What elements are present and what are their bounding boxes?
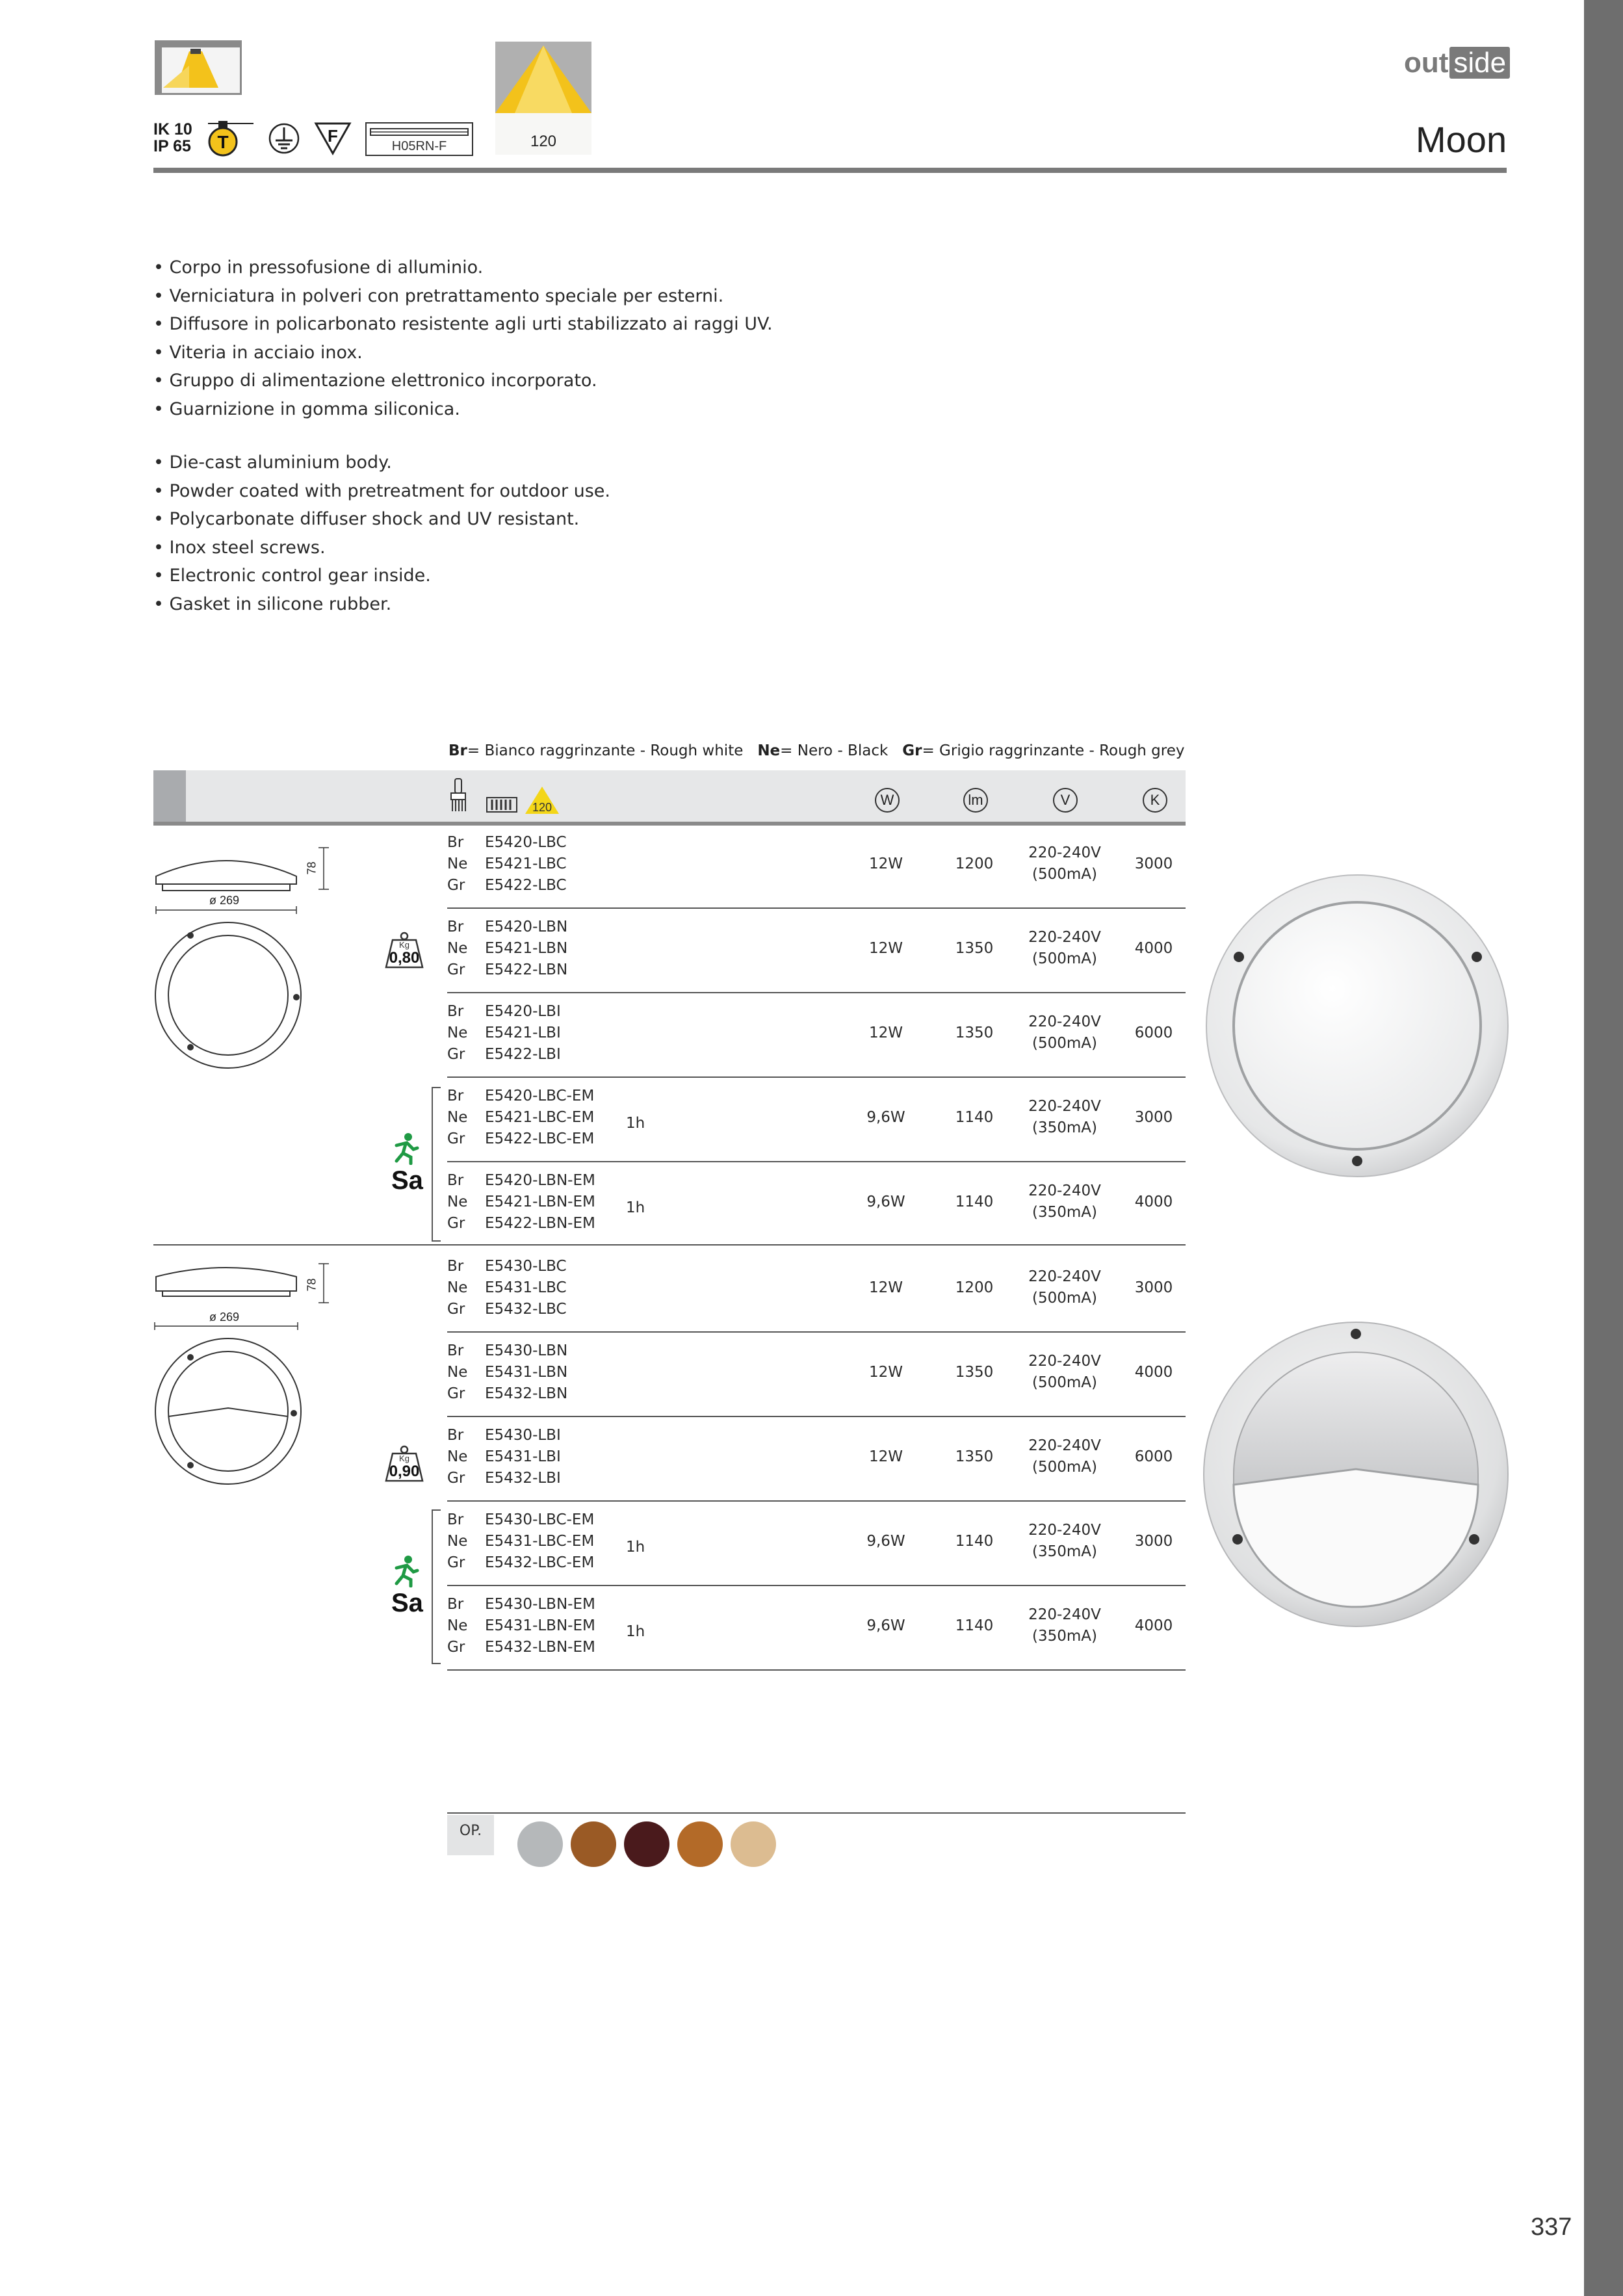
kelvin-value: 6000 (1134, 1024, 1173, 1041)
color-swatch-grey (517, 1821, 563, 1867)
page-title: Moon (1416, 119, 1507, 160)
ik-rating: IK 10 (153, 120, 192, 138)
desc-en-line: • Gasket in silicone rubber. (153, 594, 392, 614)
watt-value: 12W (868, 1448, 903, 1465)
finish-code: Ne (447, 855, 468, 872)
row-divider (447, 1161, 1186, 1162)
product-code: E5431-LBC-EM (485, 1533, 595, 1550)
brand-logo-side: side (1449, 47, 1510, 79)
kelvin-icon: K (1143, 788, 1167, 813)
color-swatch-copper (677, 1821, 723, 1867)
finish-code: Ne (447, 1279, 468, 1296)
voltage-value: 220-240V (1028, 1013, 1101, 1030)
kelvin-value: 4000 (1134, 940, 1173, 957)
product-code: E5420-LBC (485, 834, 567, 851)
spot-light-icon (155, 40, 242, 95)
finish-code: Br (447, 834, 464, 851)
table-header-bar (153, 770, 1186, 824)
current-value: (350mA) (1032, 1628, 1097, 1645)
weight-value: 0,80 (389, 949, 420, 967)
kelvin-value: 3000 (1134, 1279, 1173, 1296)
finish-code: Ne (447, 1024, 468, 1041)
diameter-dimension: ø 269 (209, 1311, 240, 1324)
legend-code: Br (448, 742, 467, 759)
watt-value: 12W (868, 940, 903, 957)
lumen-value: 1140 (955, 1617, 994, 1634)
product-code: E5432-LBI (485, 1470, 561, 1487)
current-value: (500mA) (1032, 1035, 1097, 1052)
finish-code: Gr (447, 1385, 465, 1402)
paint-brush-icon (447, 777, 469, 814)
front-view-drawing (153, 920, 303, 1070)
product-code: E5421-LBI (485, 1024, 561, 1041)
finish-code: Ne (447, 1533, 468, 1550)
table-row (447, 1340, 1186, 1425)
current-value: (500mA) (1032, 1459, 1097, 1476)
finish-code: Ne (447, 1109, 468, 1126)
side-bar (1584, 0, 1623, 2296)
watt-value: 9,6W (866, 1617, 905, 1634)
page-number: 337 (1531, 2213, 1572, 2241)
voltage-value: 220-240V (1028, 1437, 1101, 1454)
ip-rating: IP 65 (153, 137, 191, 155)
emergency-exit-icon (393, 1555, 420, 1587)
legend-text: = Grigio raggrinzante - Rough grey (922, 742, 1185, 759)
desc-en-line: • Die-cast aluminium body. (153, 452, 392, 473)
lumen-value: 1350 (955, 1024, 994, 1041)
lumen-value: 1350 (955, 1364, 994, 1381)
product-code: E5421-LBC-EM (485, 1109, 595, 1126)
emergency-bracket (432, 1087, 441, 1242)
finish-code: Br (447, 919, 464, 935)
legend-text: = Bianco raggrinzante - Rough white (467, 742, 744, 759)
desc-it-line: • Guarnizione in gomma siliconica. (153, 398, 460, 419)
finish-code: Br (447, 1427, 464, 1444)
voltage-value: 220-240V (1028, 1353, 1101, 1370)
product-code: E5430-LBI (485, 1427, 561, 1444)
current-value: (350mA) (1032, 1543, 1097, 1560)
desc-it-line: • Gruppo di alimentazione elettronico incorporato. (153, 371, 597, 391)
finish-code: Br (447, 1003, 464, 1020)
brand-logo (1404, 47, 1510, 79)
watt-value: 12W (868, 1024, 903, 1041)
voltage-value: 220-240V (1028, 929, 1101, 946)
table-row (447, 1001, 1186, 1086)
weight-unit: Kg (399, 940, 409, 950)
table-row (447, 1509, 1186, 1594)
front-view-drawing (153, 1337, 303, 1486)
lumen-value: 1350 (955, 1448, 994, 1465)
color-swatch-wood-brown (571, 1821, 616, 1867)
table-header-accent (153, 770, 186, 824)
emergency-exit-icon (393, 1132, 420, 1165)
finish-code: Br (447, 1511, 464, 1528)
table-row (447, 1594, 1186, 1678)
product-code: E5421-LBN (485, 940, 568, 957)
kelvin-value: 4000 (1134, 1617, 1173, 1634)
options-label: OP. (447, 1815, 494, 1855)
legend-code: Gr (902, 742, 922, 759)
lumen-icon: lm (963, 788, 988, 813)
finish-code: Gr (447, 1301, 465, 1318)
product-photo-moon-visor (1200, 1318, 1512, 1630)
kelvin-value: 4000 (1134, 1194, 1173, 1210)
beam-angle-icon (495, 42, 591, 155)
color-swatch-dark-red (624, 1821, 669, 1867)
finish-legend (448, 742, 1185, 759)
diameter-dimension: ø 269 (209, 894, 240, 907)
watt-value: 12W (868, 1279, 903, 1296)
finish-code: Ne (447, 1364, 468, 1381)
finish-code: Br (447, 1596, 464, 1613)
kelvin-value: 4000 (1134, 1364, 1173, 1381)
weight-unit: Kg (399, 1454, 409, 1463)
voltage-value: 220-240V (1028, 1606, 1101, 1623)
emergency-duration: 1h (626, 1199, 645, 1216)
voltage-value: 220-240V (1028, 844, 1101, 861)
brand-logo-out: out (1404, 47, 1449, 79)
table-row (447, 832, 1186, 917)
volt-icon: V (1053, 788, 1078, 813)
product-code: E5431-LBN-EM (485, 1617, 595, 1634)
finish-code: Gr (447, 1639, 465, 1656)
finish-code: Gr (447, 961, 465, 978)
desc-it-line: • Diffusore in policarbonato resistente agli urti stabilizzato ai raggi UV. (153, 314, 773, 334)
desc-en-line: • Electronic control gear inside. (153, 566, 431, 586)
voltage-value: 220-240V (1028, 1182, 1101, 1199)
led-driver-icon (486, 797, 517, 813)
section-divider (153, 1244, 1186, 1246)
product-code: E5430-LBN-EM (485, 1596, 595, 1613)
finish-code: Ne (447, 1448, 468, 1465)
current-value: (500mA) (1032, 866, 1097, 883)
row-divider (447, 1669, 1186, 1671)
row-divider (447, 1331, 1186, 1333)
current-value: (500mA) (1032, 1290, 1097, 1307)
lumen-value: 1200 (955, 1279, 994, 1296)
svg-text:F: F (328, 126, 338, 146)
finish-code: Gr (447, 1130, 465, 1147)
table-row (447, 1256, 1186, 1340)
row-divider (447, 1416, 1186, 1417)
watt-value: 9,6W (866, 1194, 905, 1210)
voltage-value: 220-240V (1028, 1522, 1101, 1539)
product-code: E5422-LBN-EM (485, 1215, 595, 1232)
table-header-rule (153, 822, 1186, 826)
product-photo-moon-round (1202, 871, 1512, 1181)
side-view-drawing (153, 1262, 342, 1334)
emergency-label: Sa (391, 1589, 423, 1617)
product-code: E5422-LBC-EM (485, 1130, 595, 1147)
desc-en-line: • Polycarbonate diffuser shock and UV resistant. (153, 509, 580, 529)
table-row (447, 917, 1186, 1001)
legend-text: = Nero - Black (780, 742, 889, 759)
legend-code: Ne (757, 742, 781, 759)
row-divider (447, 992, 1186, 993)
finish-code: Br (447, 1342, 464, 1359)
product-code: E5432-LBC-EM (485, 1554, 595, 1571)
kelvin-value: 3000 (1134, 1109, 1173, 1126)
product-code: E5422-LBN (485, 961, 568, 978)
finish-code: Br (447, 1172, 464, 1189)
finish-code: Gr (447, 1554, 465, 1571)
finish-code: Gr (447, 1046, 465, 1063)
product-code: E5430-LBC-EM (485, 1511, 595, 1528)
desc-en-line: • Powder coated with pretreatment for outdoor use. (153, 480, 611, 501)
table-row (447, 1170, 1186, 1255)
product-code: E5420-LBN-EM (485, 1172, 595, 1189)
product-code: E5432-LBN-EM (485, 1639, 595, 1656)
kelvin-value: 3000 (1134, 855, 1173, 872)
weight-icon (382, 1444, 426, 1482)
finish-code: Ne (447, 1617, 468, 1634)
product-code: E5430-LBC (485, 1258, 567, 1275)
finish-code: Br (447, 1088, 464, 1104)
desc-it-line: • Verniciatura in polveri con pretrattamento speciale per esterni. (153, 285, 724, 306)
earth-ground-icon (268, 122, 300, 155)
product-code: E5421-LBN-EM (485, 1194, 595, 1210)
row-divider (447, 907, 1186, 909)
lumen-value: 1200 (955, 855, 994, 872)
row-divider (447, 1076, 1186, 1078)
height-dimension: 78 (305, 1278, 318, 1292)
product-code: E5432-LBN (485, 1385, 568, 1402)
temperature-t-icon (201, 121, 253, 159)
weight-icon (382, 931, 426, 969)
finish-code: Gr (447, 1215, 465, 1232)
side-view-drawing (153, 845, 342, 917)
table-row (447, 1425, 1186, 1509)
lumen-value: 1140 (955, 1194, 994, 1210)
current-value: (350mA) (1032, 1119, 1097, 1136)
current-value: (350mA) (1032, 1204, 1097, 1221)
emergency-label: Sa (391, 1166, 423, 1195)
table-row (447, 1086, 1186, 1170)
voltage-value: 220-240V (1028, 1098, 1101, 1115)
beam-angle-value: 120 (530, 133, 557, 150)
current-value: (500mA) (1032, 1374, 1097, 1391)
product-code: E5431-LBN (485, 1364, 568, 1381)
finish-code: Gr (447, 1470, 465, 1487)
description-italian (153, 254, 773, 423)
lumen-value: 1350 (955, 940, 994, 957)
product-code: E5431-LBC (485, 1279, 567, 1296)
beam-triangle-icon (524, 785, 560, 815)
watt-icon: W (875, 788, 900, 813)
product-code: E5431-LBI (485, 1448, 561, 1465)
product-code: E5430-LBN (485, 1342, 568, 1359)
row-divider (447, 1585, 1186, 1586)
desc-en-line: • Inox steel screws. (153, 537, 326, 558)
desc-it-line: • Corpo in pressofusione di alluminio. (153, 257, 484, 278)
cable-label: H05RN-F (391, 139, 447, 153)
svg-text:T: T (217, 132, 229, 152)
kelvin-value: 3000 (1134, 1533, 1173, 1550)
finish-code: Ne (447, 1194, 468, 1210)
product-code: E5422-LBI (485, 1046, 561, 1063)
finish-code: Br (447, 1258, 464, 1275)
description-english (153, 449, 610, 618)
weight-value: 0,90 (389, 1463, 420, 1480)
product-code: E5421-LBC (485, 855, 567, 872)
emergency-duration: 1h (626, 1115, 645, 1132)
watt-value: 9,6W (866, 1109, 905, 1126)
product-code: E5432-LBC (485, 1301, 567, 1318)
product-code: E5420-LBC-EM (485, 1088, 595, 1104)
svg-text:120: 120 (532, 801, 552, 814)
desc-it-line: • Viteria in acciaio inox. (153, 342, 363, 363)
finish-code: Ne (447, 940, 468, 957)
color-swatch-light-wood (731, 1821, 776, 1867)
row-divider (447, 1500, 1186, 1502)
height-dimension: 78 (305, 861, 318, 875)
class-f-icon (313, 121, 352, 156)
product-code: E5420-LBN (485, 919, 568, 935)
current-value: (500mA) (1032, 950, 1097, 967)
product-code: E5420-LBI (485, 1003, 561, 1020)
emergency-bracket (432, 1509, 441, 1664)
lumen-value: 1140 (955, 1109, 994, 1126)
header-rule (153, 168, 1507, 173)
watt-value: 12W (868, 1364, 903, 1381)
emergency-duration: 1h (626, 1539, 645, 1556)
watt-value: 12W (868, 855, 903, 872)
watt-value: 9,6W (866, 1533, 905, 1550)
lumen-value: 1140 (955, 1533, 994, 1550)
finish-code: Gr (447, 877, 465, 894)
emergency-duration: 1h (626, 1623, 645, 1640)
product-code: E5422-LBC (485, 877, 567, 894)
cable-icon (365, 122, 473, 156)
options-rule (447, 1812, 1186, 1814)
voltage-value: 220-240V (1028, 1268, 1101, 1285)
kelvin-value: 6000 (1134, 1448, 1173, 1465)
